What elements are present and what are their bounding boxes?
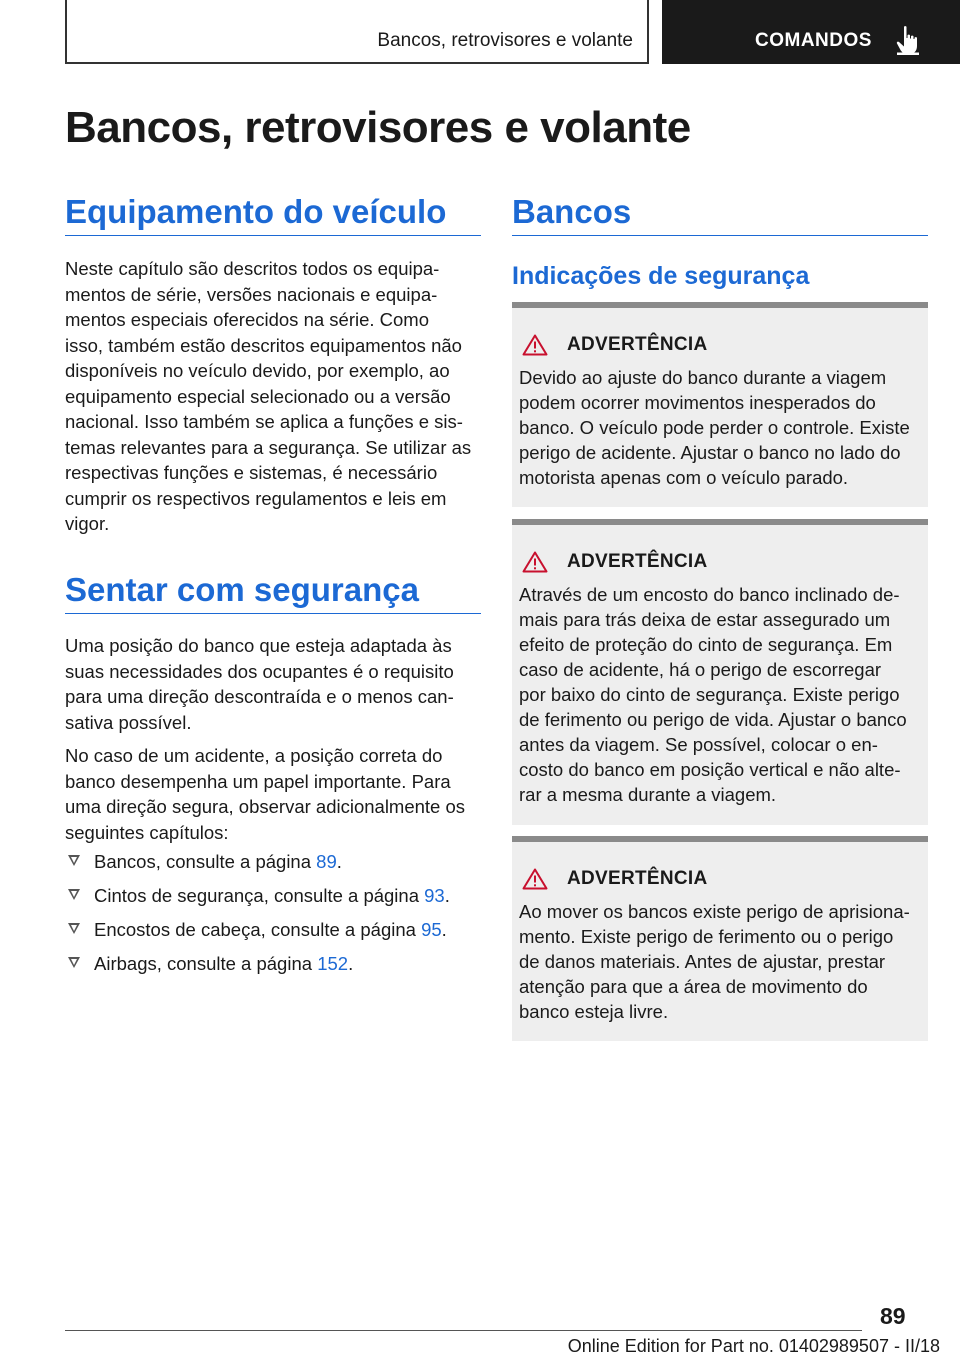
page-link[interactable]: 89	[316, 851, 337, 872]
header-tab-label: COMANDOS	[755, 30, 872, 51]
warning-triangle-icon	[522, 551, 548, 573]
warning-text: Através de um encosto do banco inclinado de- mais para trás deixa de estar assegurado um efeito de proteção do cinto de segurança. Em caso de acidente, há o perigo de escorregar por baixo do cinto de segurança. Existe perigo de ferimento ou perigo de vida. Ajustar o banco antes da viagem. Se possível, colocar o en- costo do banco em posição vertical e não alte- rar a mesma durante a viagem.	[519, 584, 907, 805]
list-item	[65, 951, 481, 985]
list-item-text: Cintos de segurança, consulte a página	[94, 885, 425, 906]
list-item-text: Bancos, consulte a página	[94, 851, 317, 872]
page-number: 89	[880, 1303, 906, 1329]
page-link[interactable]: 95	[421, 919, 442, 940]
list-item	[65, 883, 481, 917]
warning-box	[512, 519, 928, 825]
warning-box	[512, 302, 928, 507]
safety-notes-heading: Indicações de segurança	[512, 262, 810, 290]
footer-edition: Online Edition for Part no. 01402989507 - II/18	[567, 1336, 940, 1356]
header-chapter-tab[interactable]	[662, 0, 960, 64]
pointing-hand-icon	[895, 25, 921, 55]
triangle-bullet-icon	[68, 889, 80, 900]
warning-triangle-icon	[522, 334, 548, 356]
triangle-bullet-icon	[68, 957, 80, 968]
warning-text: Devido ao ajuste do banco durante a viagem podem ocorrer movimentos inesperados do banco. O veículo pode perder o controle. Existe perigo de acidente. Ajustar o banco no lado do motorista apenas com o veículo parado.	[519, 367, 910, 488]
triangle-bullet-icon	[68, 923, 80, 934]
triangle-bullet-icon	[68, 855, 80, 866]
list-item	[65, 917, 481, 951]
page-link[interactable]: 93	[424, 885, 445, 906]
sit-safely-text-1: Uma posição do banco que esteja adaptada às suas necessidades dos ocupantes é o requisito para uma direção descontraída e o menos can- sativa possível.	[65, 635, 454, 733]
sit-safely-text-2: No caso de um acidente, a posição correta do banco desempenha um papel importante. Para uma direção segura, observar adicionalmente os seguintes capítulos:	[65, 745, 466, 843]
sit-safely-heading: Sentar com segurança	[65, 571, 481, 614]
chapter-reference-list	[65, 849, 481, 985]
list-item-end: .	[444, 885, 450, 906]
list-item-end: .	[348, 953, 354, 974]
seats-heading: Bancos	[512, 193, 928, 236]
footer-divider	[65, 1330, 862, 1331]
header-section-box	[65, 0, 649, 64]
page-link[interactable]: 152	[317, 953, 349, 974]
page-title: Bancos, retrovisores e volante	[65, 103, 691, 152]
warning-triangle-icon	[522, 868, 548, 890]
warning-title: ADVERTÊNCIA	[567, 334, 708, 355]
equipment-heading: Equipamento do veículo	[65, 193, 481, 236]
list-item	[65, 849, 481, 883]
list-item-text: Encostos de cabeça, consulte a página	[94, 919, 422, 940]
list-item-end: .	[336, 851, 342, 872]
header-section-title: Bancos, retrovisores e volante	[377, 30, 633, 51]
warning-text: Ao mover os bancos existe perigo de aprisiona- mento. Existe perigo de ferimento ou o perigo de danos materiais. Antes de ajustar, prestar atenção para que a área de movimento do banco esteja livre.	[519, 901, 910, 1022]
list-item-end: .	[441, 919, 447, 940]
warning-box	[512, 836, 928, 1041]
equipment-text: Neste capítulo são descritos todos os equipa- mentos de série, versões nacionais e equipa- mentos especiais oferecidos na série. Como isso, também estão descritos equipamentos não disponíveis no veículo devido, por exemplo, ao equipamento especial selecionado ou a versão nacional. Isso também se aplica a funções e sis- temas relevantes para a segurança. Se utilizar as respectivas funções e sistemas, é necessário cumprir os respectivos regulamentos e leis em vigor.	[65, 258, 472, 534]
warning-title: ADVERTÊNCIA	[567, 868, 708, 889]
list-item-text: Airbags, consulte a página	[94, 953, 318, 974]
warning-title: ADVERTÊNCIA	[567, 551, 708, 572]
